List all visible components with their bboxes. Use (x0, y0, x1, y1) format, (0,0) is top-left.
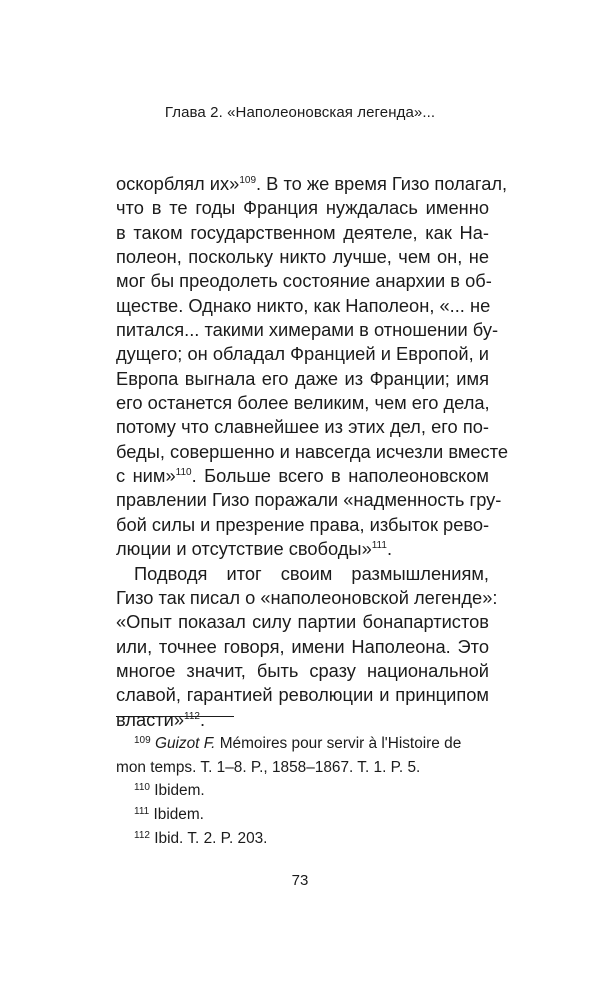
text-line: Европа выгнала его даже из Франции; имя (116, 367, 489, 389)
text-line: многое значит, быть сразу национальной (116, 659, 489, 681)
page-number: 73 (291, 872, 309, 889)
footnote-number: 110 (134, 782, 150, 794)
footnotes (116, 732, 489, 851)
footnote: $^{111}$ Ibidem. (134, 806, 204, 824)
footnote: $^{110}$ Ibidem. (134, 782, 205, 800)
running-header: Глава 2. «Наполеоновская легенда»... (164, 104, 436, 121)
text-line: правлении Гизо поражали «надменность гру- (116, 489, 502, 511)
text-line: полеон, поскольку никто лучше, чем он, не (116, 246, 489, 268)
footnote-ref[interactable]: 109 (239, 175, 257, 186)
text-line: с ним»$^{110}$. Больше всего в наполеоновском (116, 465, 490, 487)
text-line: или, точнее говоря, имени Наполеона. Это (116, 635, 489, 657)
footnote: $^{112}$ Ibid. T. 2. P. 203. (134, 829, 268, 847)
footnote-ref[interactable]: 111 (371, 540, 387, 552)
footnote-author: Guizot F. (154, 735, 216, 752)
text-line: дущего; он обладал Францией и Европой, и (116, 343, 489, 365)
footnote-continuation: mon temps. T. 1–8. P., 1858–1867. T. 1. P. 5. (116, 758, 421, 776)
footnote-ref[interactable]: 112 (184, 710, 200, 722)
text-line: что в те годы Франция нуждалась именно (116, 197, 489, 219)
text-line: его останется более великим, чем его дела, (116, 392, 490, 414)
text-line: потому что славнейшее из этих дел, его по- (116, 416, 489, 438)
footnote-ref[interactable]: 110 (175, 467, 192, 479)
text-line: Подводя итог своим размышлениям, (134, 562, 489, 584)
main-text (116, 172, 509, 732)
text-line: славой, гарантией революции и принципом (116, 684, 489, 706)
text-line: Гизо так писал о «наполеоновской легенде»: (116, 586, 498, 608)
footnote-number: 111 (134, 806, 150, 818)
footnote: $^{109}$ Guizot F. Mémoires pour servir à l'Histoire de (134, 735, 462, 752)
text-line: ществе. Однако никто, как Наполеон, «... не (116, 294, 491, 316)
text-line: власти»$^{112}$. (116, 708, 206, 730)
text-line: оскорблял их»$^{109}$. В то же время Гизо полагал, (116, 173, 508, 194)
text-line: питался... такими химерами в отношении бу- (116, 319, 499, 341)
text-line: беды, совершенно и навсегда исчезли вместе (116, 440, 509, 462)
footnote-number: 109 (134, 735, 151, 746)
text-line: бой силы и презрение права, избыток рево- (116, 513, 490, 535)
text-line: мог бы преодолеть состояние анархии в об- (116, 270, 492, 292)
text-line: «Опыт показал силу партии бонапартистов (116, 611, 489, 633)
footnote-separator (116, 716, 234, 717)
text-line: в таком государственном деятеле, как На- (116, 221, 489, 243)
text-line: люции и отсутствие свободы»$^{111}$. (116, 538, 393, 560)
footnote-number: 112 (134, 829, 150, 841)
